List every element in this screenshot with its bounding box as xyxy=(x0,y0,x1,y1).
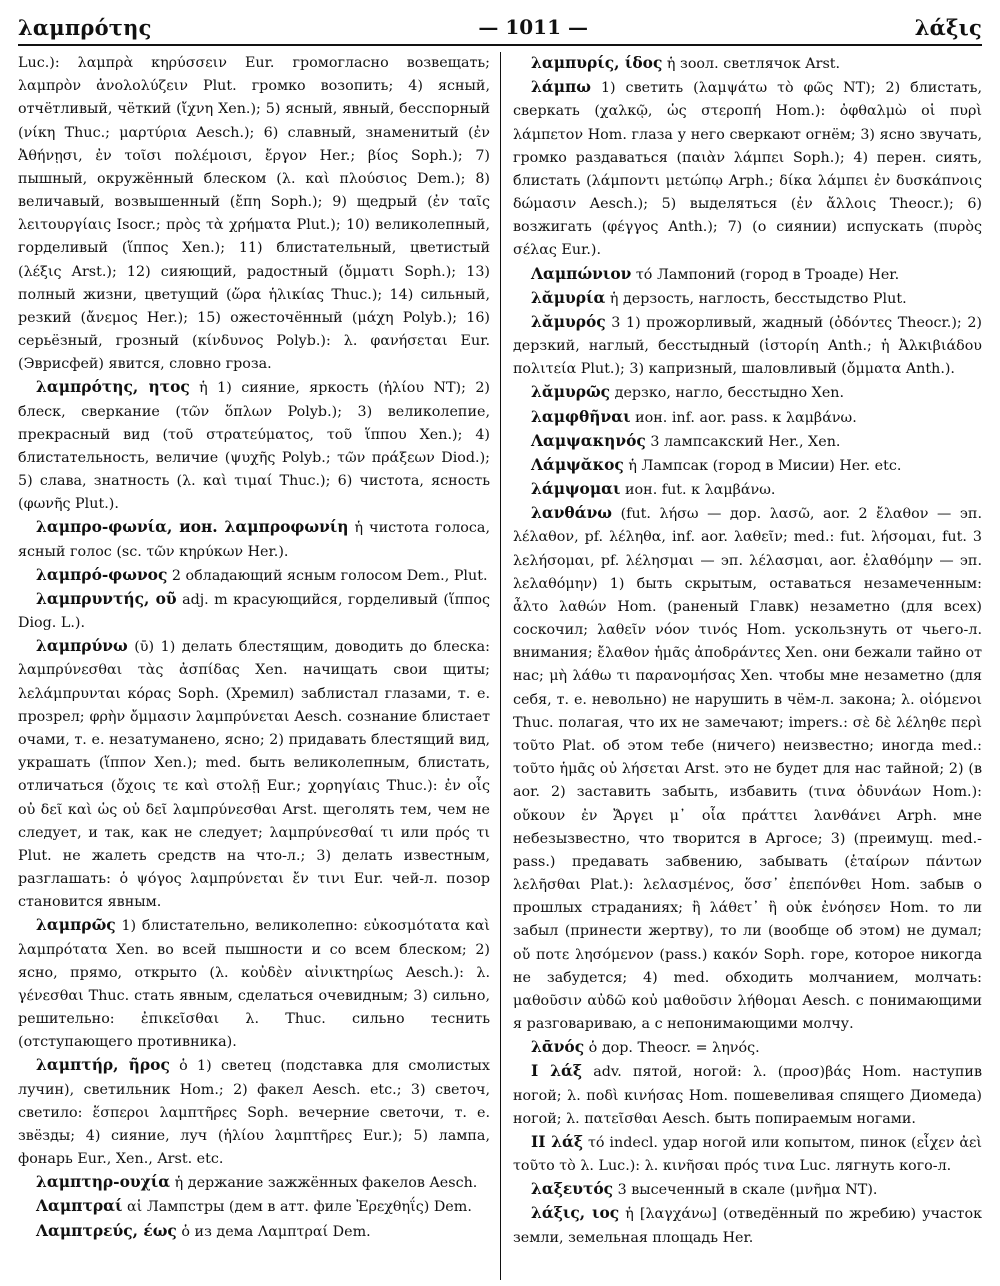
entry-definition: 2 обладающий ясным голосом Dem., Plut. xyxy=(171,567,488,584)
header-last-word: λάξις xyxy=(914,14,982,40)
entry-headword: λαμπρό-φωνος xyxy=(36,565,168,584)
entry-definition: ἡ 1) сияние, яркость (ἡλίου NT); 2) блеск, сверкание (τῶν ὅπλων Polyb.); 3) великолепие, прекрасный вид (τοῦ στρατεύματος, τοῦ ἵππου Xen.); 4) блистательность, величие (ψυχῆς Polyb.; τῶν πράξεων Diod.); 5) слава, знатность (λ. καὶ τιμαί Thuc.); 6) чистота, ясность (φωνῆς Plut.). xyxy=(18,380,490,513)
entry-definition: 3 лампсакский Her., Xen. xyxy=(650,433,841,450)
columns xyxy=(18,52,982,1280)
entry-headword: λαμπτήρ, ῆρος xyxy=(36,1056,170,1075)
dictionary-entry xyxy=(513,311,982,382)
entry-definition: дерзко, нагло, бесстыдно Xen. xyxy=(614,385,845,402)
entry-headword: λᾰμυρία xyxy=(531,288,606,307)
dictionary-entry xyxy=(18,635,490,914)
entry-headword: λαμπρυντής, οῦ xyxy=(36,589,177,608)
entry-definition: τό indecl. удар ногой или копытом, пинок (εἶχεν ἀεὶ τοῦτο τὸ λ. Luc.): λ. κινῆσαι πρός τινα Luc. лягнуть кого-л. xyxy=(513,1134,982,1175)
entry-definition: 1) блистательно, великолепно: εὐκοσμότατα καὶ λαμπρότατα Xen. во всей пышности и со всем блеском; 2) ясно, прямо, открыто (λ. κοὐδὲν αἰνικτηρίως Aesch.): λ. γένεσθαι Thuc. стать явным, сделаться очевидным; 3) сильно, решительно: ἐπικεῖσθαι λ. Thuc. сильно теснить (отступающего противника). xyxy=(18,918,491,1051)
entry-headword: λᾱνός xyxy=(531,1038,585,1057)
entry-definition: adj. m красующийся, горделивый (ἵππος Diog. L.). xyxy=(18,591,490,632)
dictionary-entry xyxy=(18,1195,490,1219)
entry-definition: ион. fut. к λαμβάνω. xyxy=(625,482,776,499)
left-column xyxy=(18,52,500,1280)
entry-headword: λᾰμυρῶς xyxy=(531,383,611,402)
dictionary-entry xyxy=(513,1131,982,1178)
entry-definition: ὁ из дема Λαμπτραί Dem. xyxy=(181,1223,371,1240)
entry-definition: ὁ 1) светец (подставка для смолистых лучин), светильник Hom.; 2) факел Aesch. etc.; 3) светоч, светило: ἕσπεροι λαμπτῆρες Soph. вечерние светочи, т. е. звёзды; 4) сияние, луч (ἡλίου λαμπτῆρες Eur.); 5) лампа, фонарь Eur., Xen., Arst. etc. xyxy=(18,1058,490,1168)
entry-headword: Λαμπτρεύς, έως xyxy=(36,1221,177,1240)
entry-headword: II λάξ xyxy=(531,1132,584,1151)
dictionary-entry xyxy=(513,52,982,76)
entry-headword: λαμφθῆναι xyxy=(531,407,631,426)
entry-headword: λαμπρύνω xyxy=(36,637,128,656)
entry-definition: 3 1) прожорливый, жадный (ὀδόντες Theocr.); 2) дерзкий, наглый, бесстыдный (ἱστορίη Anth.; ἡ Ἀλκιβιάδου πολιτεία Plut.); 3) капризный, шаловливый (ὄμματα Anth.). xyxy=(513,314,982,378)
dictionary-entry xyxy=(513,502,982,1036)
dictionary-entry xyxy=(513,1202,982,1249)
dictionary-entry xyxy=(18,914,490,1054)
entry-definition: (fut. λήσω — дор. λασῶ, aor. 2 ἔλαθον — эп. λέλαθον, pf. λέληθα, inf. aor. λαθεῖν; med.: fut. λήσομαι, fut. 3 λελήσομαι, pf. λέλησμαι — эп. λέλασμαι, aor. ἐλαθόμην — эп. λελαθόμην) 1) быть скрытым, оставаться незамеченным: ἆλτο λαθών Hom. (раненый Главк) незаметно (для всех) соскочил; λαθεῖν νόον τινός Hom. ускользнуть от чьего-л. внимания; ἔλαθον ἡμᾶς ἀποδράντες Xen. они бежали тайно от нас; μὴ λάθω τι παρανομήσας Xen. чтобы мне незаметно (для себя, т. е. невольно) не нарушить в чём-л. закона; λ. οἰόμενοι Thuc. полагая, что их не замечают; impers.: σὲ δὲ λέληθε περὶ τοῦτο Plat. об этом тебе (ничего) неизвестно; иногда med.: τοῦτο ἡμᾶς οὐ λήσεται Arst. это не будет для нас тайной; 2) (в aor. 2) заставить забыть, избавить (τινα ὀδυνάων Hom.): οὔκουν ἐν Ἄργει μ᾽ οἷα πράττει λανθάνει Arph. мне небезызвестно, что творится в Аргосе; 3) (преимущ. med.-pass.) предавать забвению, забывать (ἑταίρων πάντων λελῆσθαι Plat.): λελασμένος, ὅσσ᾽ ἐπεπόνθει Hom. забыв о прошлых страданиях; ἢ λάθετ᾽ ἢ οὐκ ἐνόησεν Hom. то ли забыл (принести жертву), то ли (вообще об этом) не думал; οὔ ποτε λησόμενον (pass.) κακόν Soph. горе, которое никогда не забудется; 4) med. обходить молчанием, молчать: μαθοῦσιν αὐδῶ κοὐ μαθοῦσιν λήθομαι Aesch. с понимающими я разговариваю, а с непонимающими молчу. xyxy=(513,506,982,1033)
entry-definition: ὁ дор. Theocr. = ληνός. xyxy=(588,1040,760,1057)
entry-definition: ἡ дерзость, наглость, бесстыдство Plut. xyxy=(609,290,907,307)
entry-headword: λαμπτηρ-ουχία xyxy=(36,1173,171,1192)
entry-headword: λάξις, ιος xyxy=(531,1204,620,1223)
entry-definition: adv. пятой, ногой: λ. (προσ)βάς Hom. наступив ногой; λ. ποδὶ κινήσας Hom. пошевеливая спящего Диомеда) ногой; λ. πατεῖσθαι Aesch. быть попираемым ногами. xyxy=(513,1064,982,1127)
entry-definition: αἱ Лампстры (дем в атт. филе Ἐρεχθηΐς) Dem. xyxy=(127,1199,472,1216)
entry-definition: ἡ чистота голоса, ясный голос (sc. τῶν κηρύκων Her.). xyxy=(18,520,490,560)
header-first-word: λαμπρότης xyxy=(18,14,152,40)
entry-headword: λαμπρότης, ητος xyxy=(36,378,190,397)
page-header xyxy=(18,10,982,46)
dictionary-entry xyxy=(18,588,490,635)
dictionary-entry xyxy=(18,516,490,563)
entry-headword: λανθάνω xyxy=(531,504,613,523)
dictionary-entry xyxy=(513,76,982,262)
entry-definition: τό Лампоний (город в Троаде) Her. xyxy=(635,266,900,283)
entry-headword: λᾰμυρός xyxy=(531,312,606,331)
entry-headword: λαμπρῶς xyxy=(36,916,116,935)
entry-headword: λάμπω xyxy=(531,78,592,97)
page-number: — 1011 — xyxy=(478,15,588,39)
entry-headword: Λαμψακηνός xyxy=(531,431,646,450)
dictionary-entry xyxy=(18,1171,490,1195)
dictionary-entry xyxy=(513,381,982,405)
entry-headword: λαξευτός xyxy=(531,1180,614,1199)
entry-headword: Λάμψᾰκος xyxy=(531,455,624,474)
dictionary-entry xyxy=(513,406,982,430)
dictionary-entry xyxy=(513,1178,982,1202)
entry-definition: ἡ [λαγχάνω] (отведённый по жребию) участок земли, земельная площадь Her. xyxy=(513,1206,982,1246)
dictionary-entry xyxy=(513,454,982,478)
dictionary-entry xyxy=(513,1036,982,1060)
entry-headword: Λαμπώνιον xyxy=(531,264,632,283)
entry-definition: ἡ зоол. светлячок Arst. xyxy=(666,56,841,72)
entry-headword: I λάξ xyxy=(531,1062,583,1081)
entry-headword: λαμπυρίς, ίδος xyxy=(531,54,663,72)
entry-definition: ион. inf. aor. pass. к λαμβάνω. xyxy=(635,409,857,426)
dictionary-entry xyxy=(513,478,982,502)
entry-headword: Λαμπτραί xyxy=(36,1197,123,1216)
entry-definition: (ῡ) 1) делать блестящим, доводить до блеска: λαμπρύνεσθαι τὰς ἀσπίδας Xen. начищать свои щиты; λελάμπρυνται κόρας Soph. (Хремил) заблистал глазами, т. е. прозрел; φρὴν ὄμμασιν λαμπρύνεται Aesch. сознание блистает очами, т. е. незатуманено, ясно; 2) придавать блестящий вид, украшать (ἵππον Xen.); med. быть великолепным, блистать, отличаться (ὄχοις τε καὶ στολῇ Eur.; χορηγίαις Thuc.): ἐν οἷς οὐ δεῖ καὶ ὡς οὐ δεῖ λαμπρύνεσθαι Arst. щеголять тем, чем не следует, и так, как не следует; λαμπρύνεσθαί τι или πρός τι Plut. не жалеть средств на что-л.; 3) делать известным, разглашать: ὁ ψόγος λαμπρύνεται ἔν τινι Eur. чей-л. позор становится явным. xyxy=(18,639,490,911)
dictionary-entry xyxy=(18,1054,490,1171)
dictionary-entry xyxy=(513,430,982,454)
entry-definition: 1) светить (λαμψάτω τὸ φῶς NT); 2) блистать, сверкать (χαλκῷ, ὡς στεροπή Hom.): ὀφθαλμὼ οἱ πυρὶ λάμπετον Hom. глаза у него сверкают огнём; 3) ясно звучать, громко раздаваться (παιὰν λάμπει Soph.); 4) перен. сиять, блистать (λάμποντι μετώπῳ Arph.; δίκα λάμπει ἐν δυσκάπνοις δώμασιν Aesch.); 5) выделяться (ἐν ἄλλοις Theocr.); 6) возжигать (φέγγος Anth.); 7) (о сиянии) испускать (πυρὸς σέλας Eur.). xyxy=(513,80,982,259)
entry-headword: λαμπρο-φωνία, ион. λαμπροφωνίη xyxy=(36,518,349,537)
dictionary-entry xyxy=(18,1220,490,1244)
dictionary-entry xyxy=(513,287,982,311)
dictionary-entry xyxy=(513,1060,982,1131)
entry-definition: Luc.): λαμπρὰ κηρύσσειν Eur. громогласно возвещать; λαμπρὸν ἀνολολύζειν Plut. громко возопить; 4) ясный, отчётливый, чёткий (ἴχνη Xen.); 5) ясный, явный, бесспорный (νίκη Thuc.; μαρτύρια Aesch.); 6) славный, знаменитый (ἐν Ἀθήνῃσι, ἐν τοῖσι πολέμοισι, ἔργον Her.; βίος Soph.); 7) пышный, окружённый блеском (λ. καὶ πλούσιος Dem.); 8) величавый, возвышенный (ἔπη Soph.); 9) щедрый (ἐν ταῖς λειτουργίαις Isocr.; πρὸς τὰ χρήματα Plut.); 10) великолепный, горделивый (ἵππος Xen.); 11) блистательный, цветистый (λέξις Arst.); 12) сияющий, радостный (ὄμματι Soph.); 13) полный жизни, цветущий (ὥρα ἡλικίας Thuc.); 14) сильный, резкий (ἄνεμος Her.); 15) ожесточённый (μάχη Polyb.); 16) серьёзный, грозный (κίνδυνος Polyb.): λ. φανήσεται Eur. (Эврисфей) явится, словно гроза. xyxy=(18,55,490,373)
dictionary-entry xyxy=(513,263,982,287)
right-column xyxy=(500,52,982,1280)
entry-headword: λάμψομαι xyxy=(531,480,621,499)
entry-definition: ἡ Лампсак (город в Мисии) Her. etc. xyxy=(628,457,902,474)
entry-definition: ἡ держание зажжённых факелов Aesch. xyxy=(174,1175,478,1192)
dictionary-entry xyxy=(18,52,490,376)
entry-definition: 3 высеченный в скале (μνῆμα NT). xyxy=(617,1182,878,1199)
dictionary-entry xyxy=(18,376,490,516)
dictionary-entry xyxy=(18,564,490,588)
